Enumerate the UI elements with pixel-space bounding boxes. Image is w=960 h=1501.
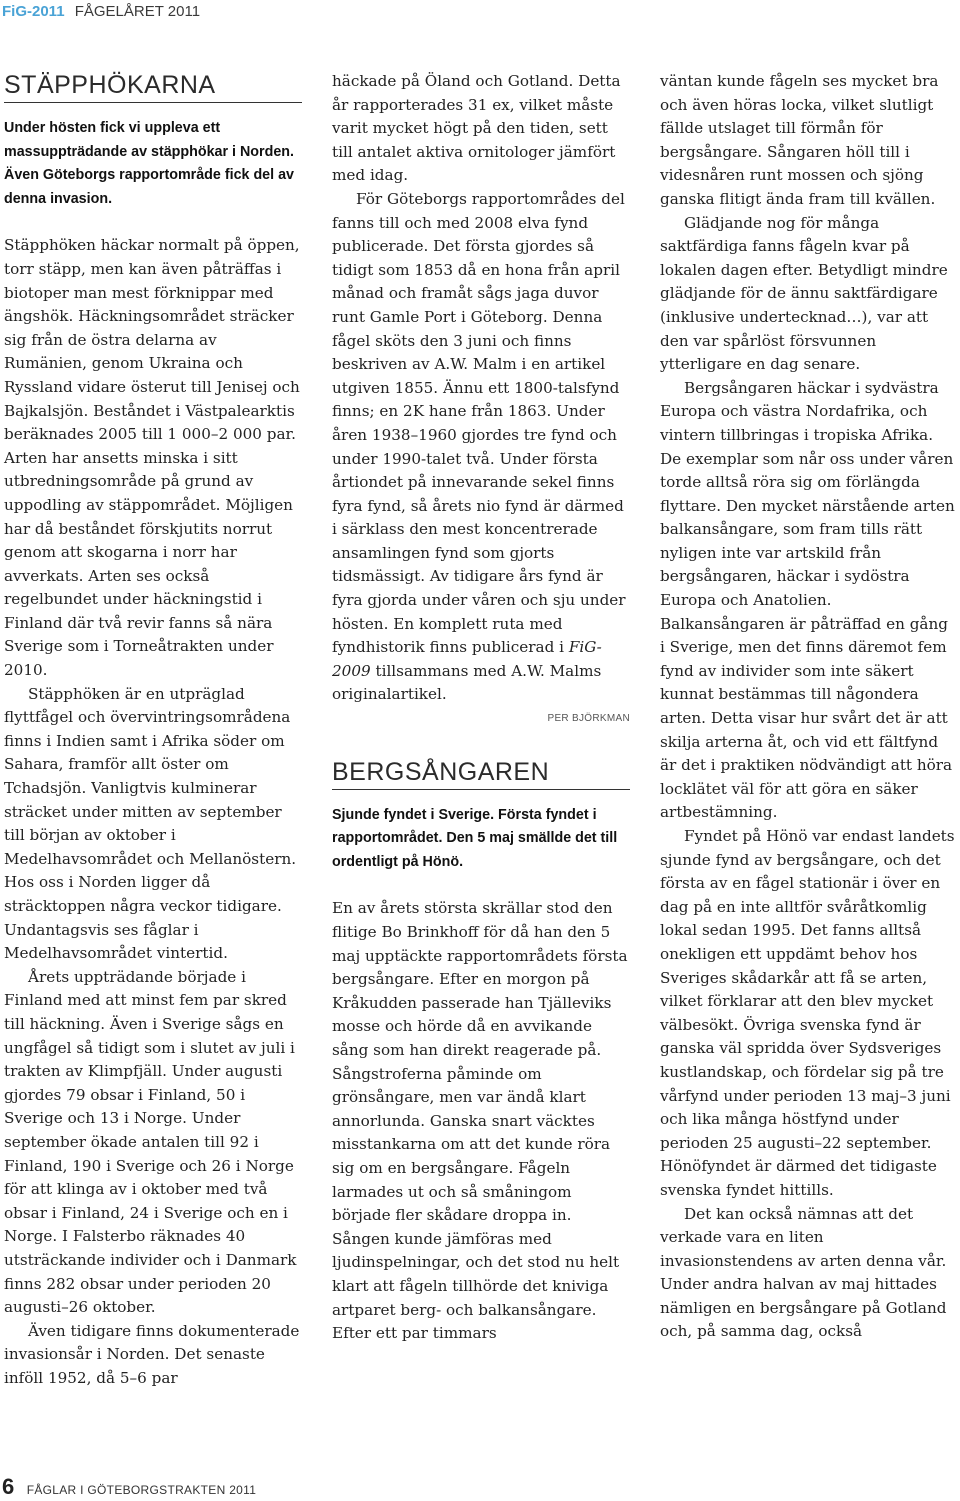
article-body-bergsangaren-part1 xyxy=(332,897,630,1345)
article-body-stapphokarna-part2 xyxy=(332,70,630,707)
paragraph: Stäpphöken är en utpräglad flyttfågel och övervintringsområdena finns i Indien samt i Afrika söder om Sahara, framför allt öster om Tchadsjön. Vanligtvis kulminerar sträcket under mitten av september till början av oktober i Medelhavsområdet och Mellanöstern. Hos oss i Norden ligger då sträcktoppen några veckor tidigare. Undantagsvis ses fåglar i Medelhavsområdet vintertid. xyxy=(4,684,297,963)
paragraph xyxy=(332,188,630,707)
paragraph: En av årets största skrällar stod den flitige Bo Brinkhoff för då han den 5 maj upptäckte rapportområdets första bergsångare. Efter en morgon på Kråkudden passerade han Tjälleviks mosse och hörde då en avvikande sång som han direkt reagerade på. Sångstroferna påminde om grönsångare, men var ändå klart annorlunda. Ganska snart väcktes misstankarna om att det kunde röra sig om en bergsångare. Fågeln larmades ut och så småningom började fler skådare droppa in. Sången kunde jämföras med ljudinspelningar, och det stod nu helt klart att fågeln tillhörde det kniviga artparet berg- och balkansångare. Efter ett par timmars xyxy=(332,899,628,1343)
column-3 xyxy=(660,70,956,1344)
paragraph: Stäpphöken häckar normalt på öppen, torr stäpp, men kan även påträffas i biotoper man mest förknippar med ängshök. Häckningsområdet sträcker sig från de östra delarna av Rumänien, genom Ukraina och Ryssland vidare österut till Jenisej och Bajkalsjön. Beståndet i Västpalearktis beräknades 2005 till 1 000–2 000 par. Arten har ansetts minska i sitt utbredningsområde på grund av uppodling av stäppområdet. Möjligen har då beståndet förskjutits norrut genom att skogarna i norr har avverkats. Arten ses också regelbundet under häckningstid i Finland där två revir fanns så nära Sverige som i Torneåtrakten under 2010. xyxy=(4,236,300,680)
reference-publication: FiG-2009 xyxy=(332,638,602,680)
journal-brand: FiG-2011 xyxy=(2,3,65,20)
publication-name: FÅGLAR I GÖTEBORGSTRAKTEN 2011 xyxy=(26,1483,257,1497)
paragraph: Glädjande nog för många saktfärdiga fanns fågeln kvar på lokalen dagen efter. Betydligt mindre glädjande för de ännu saktfärdigare (inklusive undertecknad…), var att den var spårlöst försvunnen ytterligare en dag senare. xyxy=(660,213,948,374)
column-2 xyxy=(332,70,630,1346)
paragraph: Även tidigare finns dokumenterade invasionsår i Norden. Det senaste inföll 1952, då 5–6 par xyxy=(4,1321,300,1387)
paragraph: väntan kunde fågeln ses mycket bra och även höras locka, vilket slutligt fällde utslaget till förmån för bergsångare. Sångaren höll till i videsnåren runt mossen och sjöng ganska flitigt ända fram till kvällen. xyxy=(660,72,939,208)
paragraph: Bergsångaren häckar i sydvästra Europa och västra Nordafrika, och vintern tillbringas i tropiska Afrika. De exemplar som når oss under våren torde alltså röra sig om förlängda flyttare. Den mycket närstående arten balkansångare, som fram tills rätt nyligen inte var artskild från bergsångaren, häckar i sydöstra Europa och Anatolien. Balkansångaren är påträffad en gång i Sverige, men det finns däremot fem fynd av individer som inte säkert kunnat bestämmas till någondera arten. Detta visar hur svårt det är att skilja arterna åt, och vid ett fältfynd är det i praktiken nödvändigt att höra locklätet väl för att göra en säker artbestämning. xyxy=(660,378,955,822)
paragraph: häckade på Öland och Gotland. Detta år rapporterades 31 ex, vilket måste varit mycket högt på den tiden, sett till antalet aktiva ornitologer jämfört med idag. xyxy=(332,72,621,185)
author-byline: PER BJÖRKMAN xyxy=(547,713,630,725)
reference-tail: tillsammans med A.W. Malms originalartikel. xyxy=(332,661,602,704)
article-body-bergsangaren-part2 xyxy=(660,70,956,1344)
page-footer xyxy=(2,1474,602,1500)
paragraph: Fyndet på Hönö var endast landets sjunde fynd av bergsångare, och det första av en fågel stationär i över en dag på en inte alltför svåråtkomlig lokal sedan 1995. Det fanns alltså onekligen ett uppdämt behov hos Sveriges skådarkår att få se arten, vilket förklarar att den blev mycket välbesökt. Övriga svenska fynd är ganska väl spridda över Sydsveriges kustlandskap, och fördelar sig på tre vårfynd under perioden 13 maj–3 juni och lika många höstfynd under perioden 25 augusti–22 september. Hönöfyndet är därmed det tidigaste svenska fyndet hittills. xyxy=(660,827,955,1199)
article-lead-bergsangaren: Sjunde fyndet i Sverige. Första fyndet i rapportområdet. Den 5 maj smällde det till ordentligt på Hönö. xyxy=(332,806,618,870)
page-number: 6 xyxy=(2,1474,15,1499)
issue-title: FÅGELÅRET 2011 xyxy=(74,3,201,20)
article-body-stapphokarna-part1 xyxy=(4,234,302,1390)
reference-text: För Göteborgs rapportområdes del fanns till och med 2008 elva fynd publicerade. Det första gjordes så tidigt som 1853 då en hona från april månad och framåt sågs jaga duvor runt Gamle Port i Göteborg. Denna fågel sköts den 3 juni och finns beskriven av A.W. Malm i en artikel utgiven 1855. Ännu ett 1800-talsfynd finns; en 2K hane från 1863. Under åren 1938–1960 gjordes tre fynd och under 1990-talet två. Under första årtiondet på innevarande sekel finns fyra fynd, så årets nio fynd är därmed i särklass den mest koncentrerade ansamlingen fynd som gjorts tidsmässigt. Av tidigare års fynd är fyra gjorda under våren och sju under hösten. En komplett ruta med fyndhistorik finns publicerad i xyxy=(332,189,626,657)
page-header xyxy=(2,3,602,23)
article-lead-stapphokarna: Under hösten fick vi uppleva ett massuppträdande av stäpphökar i Norden. Även Göteborgs rapportområde fick del av denna invasion. xyxy=(4,120,294,207)
article-title-stapphokarna: STÄPPHÖKARNA xyxy=(4,70,302,103)
paragraph: Det kan också nämnas att det verkade vara en liten invasionstendens av arten denna vår. Under andra halvan av maj hittades nämligen en bergsångare på Gotland och, på samma dag, också xyxy=(660,1204,947,1341)
column-1 xyxy=(4,70,302,1390)
paragraph: Årets uppträdande började i Finland med att minst fem par skred till häckning. Även i Sverige sågs en ungfågel så tidigt som i slutet av juli i trakten av Klimpfjäll. Under augusti gjordes 79 obsar i Finland, 50 i Sverige och 13 i Norge. Under september ökade antalen till 92 i Finland, 190 i Sverige och 26 i Norge för att klinga av i oktober med två obsar i Finland, 24 i Sverige och en i Norge. I Falsterbo räknades 40 utsträckande individer och i Danmark finns 282 obsar under perioden 20 augusti–26 oktober. xyxy=(4,967,297,1317)
article-title-bergsangaren: BERGSÅNGAREN xyxy=(332,757,630,790)
